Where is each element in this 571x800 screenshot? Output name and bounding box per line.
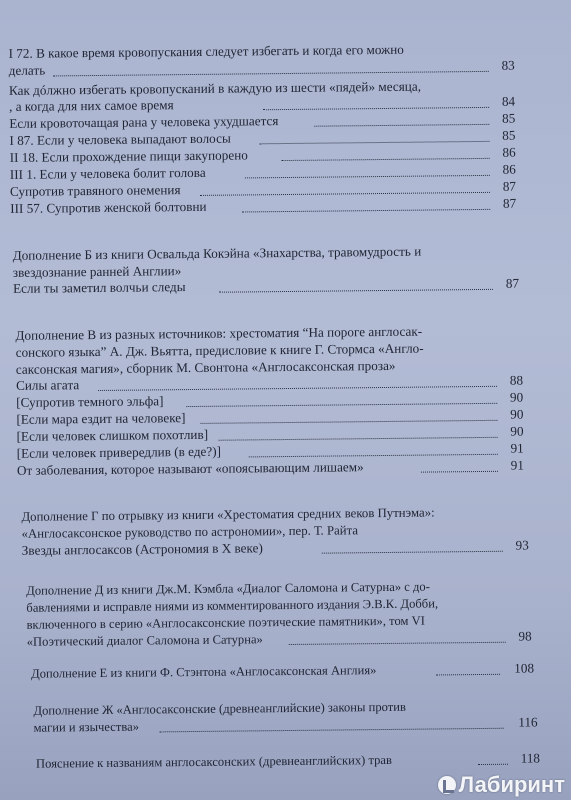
toc-page-number: 91 <box>510 440 524 456</box>
toc-entry <box>36 750 540 771</box>
toc-entry-title: Силы агата <box>15 377 80 393</box>
toc-page-number: 98 <box>518 628 532 644</box>
toc-entry-title: От заболевания, которое называют «опоясывающим лишаем» <box>16 459 364 478</box>
leader-dots <box>249 454 498 458</box>
toc-entry <box>31 660 534 681</box>
toc-entry-title: , а когда для них самое время <box>9 97 174 114</box>
toc-page-number: 116 <box>518 714 538 730</box>
leader-dots <box>160 728 504 733</box>
leader-dots <box>242 209 490 213</box>
leader-dots <box>245 175 490 179</box>
toc-entry-title: Звезды англосаксов (Астрономия в Х веке) <box>21 540 263 558</box>
leader-dots <box>200 192 490 196</box>
leader-dots <box>219 289 493 293</box>
labirint-watermark <box>438 772 565 798</box>
section-heading: бавлениями и исправле ниями из комментированного издания Э.В.К. Добби, <box>26 596 439 615</box>
leader-dots <box>314 124 489 127</box>
toc-entry-title: Если кровоточащая рана у человека ухудшается <box>9 113 279 131</box>
toc-entry-title: III 1. Если у человека болит голова <box>9 164 206 182</box>
toc-page-number: 87 <box>502 178 517 194</box>
leader-dots <box>289 642 506 645</box>
toc-entry-title: [Если мара ездит на человеке] <box>16 410 186 427</box>
leader-dots <box>263 107 489 110</box>
watermark-text: Лабиринт <box>458 772 565 797</box>
section-heading: Дополнение Б из книги Освальда Кокэйна «Знахарства, травомудрость и <box>12 243 422 263</box>
toc-page-number: 90 <box>510 423 524 439</box>
toc-page-number: 88 <box>509 372 524 388</box>
toc-line: Как дóлжно избегать кровопусканий в каждую из шести «пядей» месяца, <box>8 78 422 98</box>
leader-dots <box>282 158 490 161</box>
labirint-logo-icon <box>438 776 456 794</box>
section-heading: «Англосаксонское руководство по астрономии», пер. Т. Райта <box>21 523 359 541</box>
toc-page-number: 91 <box>510 457 524 473</box>
toc-entry-title: II 18. Если прохождение пищи закупорено <box>9 147 248 165</box>
section-heading: сонского языка” А. Дж. Вьятта, предисловие к книге Г. Стормса «Англо- <box>15 340 424 360</box>
toc-entry-title: Супротив травяного онемения <box>9 182 181 199</box>
toc-page-number: 86 <box>502 161 516 177</box>
toc-entry-title: I 87. Если у человека выпадают волосы <box>9 130 231 148</box>
toc-entry-title: [Если человек привередлив (в еде?)] <box>16 443 222 461</box>
toc-entry-title: [Если человек слишком похотлив] <box>16 426 209 444</box>
toc-page-number: 84 <box>501 93 516 109</box>
toc-page-number: 86 <box>502 144 516 160</box>
section-heading: Дополнение В из разных источников: хрестоматия “На пороге англосак- <box>15 323 423 343</box>
leader-dots <box>53 71 489 77</box>
section-heading: Дополнение Г по отрывку из книги «Хрестоматия средних веков Путнэма»: <box>21 505 435 524</box>
toc-entry-title: «Поэтический диалог Саломона и Сатурна» <box>26 632 263 649</box>
toc-entry-title: Пояснение к названиям англосаксонских (древнеанглийских) трав <box>35 752 392 771</box>
leader-dots <box>421 471 498 473</box>
toc-page-number: 87 <box>502 195 517 211</box>
toc-entry-title: III 57. Супротив женской болтовни <box>10 198 207 216</box>
leader-dots <box>478 764 508 765</box>
toc-entry-title: делать <box>8 62 46 78</box>
toc-page-number: 83 <box>501 57 515 73</box>
section-heading: включенного в серию «Англосаксонские поэтические памятники», том VI <box>26 613 425 632</box>
toc-page-number: 90 <box>509 389 524 405</box>
leader-dots <box>219 437 498 441</box>
toc-page-number: 87 <box>505 275 520 291</box>
section-heading: Дополнение Ж «Англосаксонские (древнеанглийские) законы против <box>33 699 406 718</box>
section-heading: Дополнение Д из книги Дж.М. Кэмбла «Диалог Саломона и Сатурна» с до- <box>26 579 430 598</box>
toc-entry-title: Дополнение Е из книги Ф. Стэнтона «Англосаксонская Англия» <box>30 663 377 681</box>
toc-page-number: 108 <box>514 660 535 676</box>
toc-line: I 72. В какое время кровопускания следует избегать и когда его можно <box>8 41 404 61</box>
toc-entry-title: магии и язычества» <box>33 719 140 735</box>
toc-page-number: 118 <box>520 750 541 766</box>
leader-dots <box>436 674 500 676</box>
toc-page-number: 85 <box>501 110 516 126</box>
section-heading: звездознание ранней Англии» <box>12 263 182 280</box>
leader-dots <box>260 141 490 144</box>
toc-page-number: 85 <box>502 127 516 143</box>
toc-page-number: 90 <box>510 406 524 422</box>
section-heading: саксонская магия», сборник М. Свонтона «Англосаксонская проза» <box>15 357 396 377</box>
leader-dots <box>322 551 503 554</box>
toc-entry-title: [Супротив темного эльфа] <box>16 393 164 410</box>
toc-page-number: 93 <box>515 537 529 553</box>
toc-entry-title: Если ты заметил волчьи следы <box>12 279 186 296</box>
